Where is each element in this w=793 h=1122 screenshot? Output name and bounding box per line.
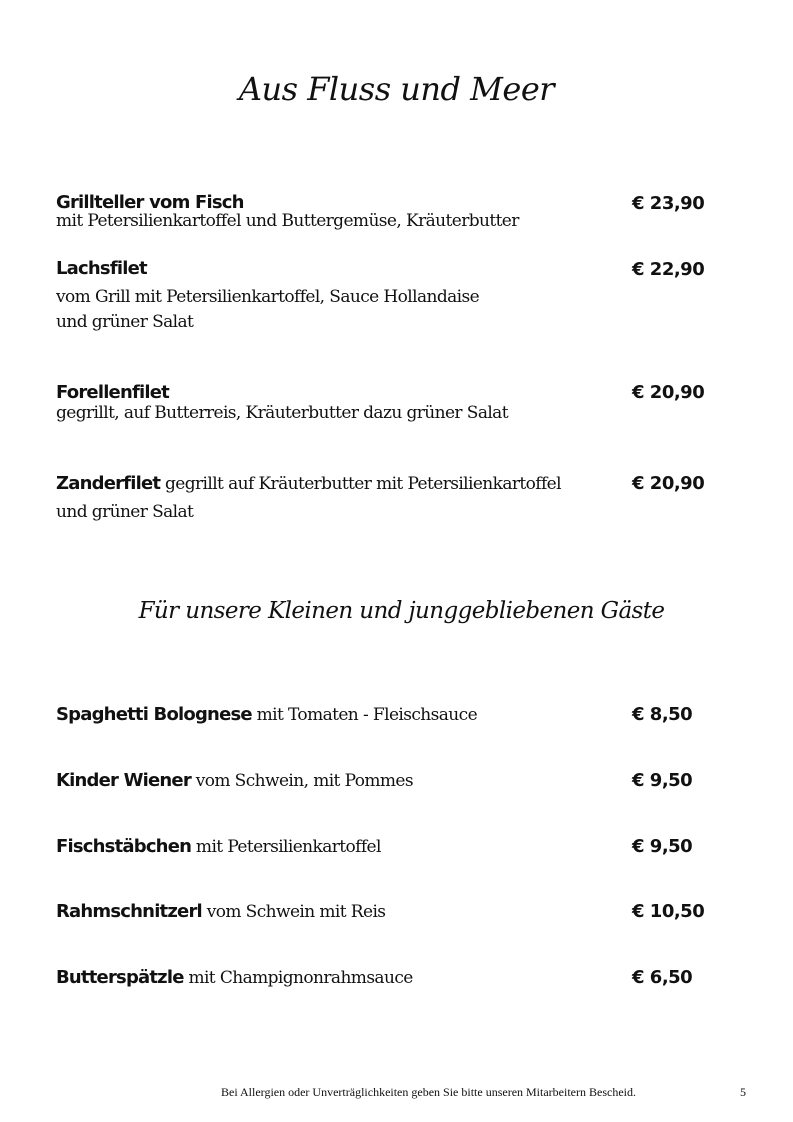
price-kinder-wiener: € 9,50 bbox=[632, 770, 693, 791]
price-rahmschnitzerl: € 10,50 bbox=[632, 901, 705, 922]
dish-name: Forellenfilet bbox=[56, 382, 169, 403]
price-fischstaebchen: € 9,50 bbox=[632, 836, 693, 857]
dish-description: mit Champignonrahmsauce bbox=[183, 968, 413, 988]
price-lachsfilet: € 22,90 bbox=[632, 259, 705, 280]
dish-description: und grüner Salat bbox=[56, 502, 194, 522]
page-number: 5 bbox=[740, 1085, 746, 1099]
dish-name: Fischstäbchen bbox=[56, 836, 192, 857]
dish-description: vom Grill mit Petersilienkartoffel, Sauce Hollandaise bbox=[56, 287, 480, 307]
dish-name: Rahmschnitzerl bbox=[56, 901, 202, 922]
section-title-kids: Für unsere Kleinen und junggebliebenen Gäste bbox=[138, 598, 665, 624]
dish-description: gegrillt, auf Butterreis, Kräuterbutter dazu grüner Salat bbox=[56, 403, 508, 423]
dish-name: Zanderfilet bbox=[56, 473, 161, 494]
dish-description: vom Schwein, mit Pommes bbox=[190, 771, 413, 791]
dish-description: gegrillt auf Kräuterbutter mit Petersilienkartoffel bbox=[160, 474, 561, 494]
menu-item-zanderfilet bbox=[56, 473, 626, 525]
price-butterspaetzle: € 6,50 bbox=[632, 967, 693, 988]
price-grillteller: € 23,90 bbox=[632, 193, 705, 214]
dish-name: Spaghetti Bolognese bbox=[56, 704, 252, 725]
dish-name: Kinder Wiener bbox=[56, 770, 191, 791]
price-forellenfilet: € 20,90 bbox=[632, 382, 705, 403]
allergy-note: Bei Allergien oder Unverträglichkeiten geben Sie bitte unseren Mitarbeitern Bescheid. bbox=[221, 1085, 636, 1099]
dish-description: vom Schwein mit Reis bbox=[201, 902, 386, 922]
section-title-fish: Aus Fluss und Meer bbox=[238, 70, 555, 108]
price-spaghetti: € 8,50 bbox=[632, 704, 693, 725]
dish-description: mit Tomaten - Fleischsauce bbox=[251, 705, 478, 725]
dish-name: Butterspätzle bbox=[56, 967, 184, 988]
dish-description: mit Petersilienkartoffel bbox=[191, 837, 381, 857]
price-zanderfilet: € 20,90 bbox=[632, 473, 705, 494]
dish-description: und grüner Salat bbox=[56, 312, 194, 332]
dish-name: Grillteller vom Fisch bbox=[56, 192, 244, 213]
dish-description: mit Petersilienkartoffel und Buttergemüse, Kräuterbutter bbox=[56, 211, 519, 231]
dish-name: Lachsfilet bbox=[56, 258, 147, 279]
